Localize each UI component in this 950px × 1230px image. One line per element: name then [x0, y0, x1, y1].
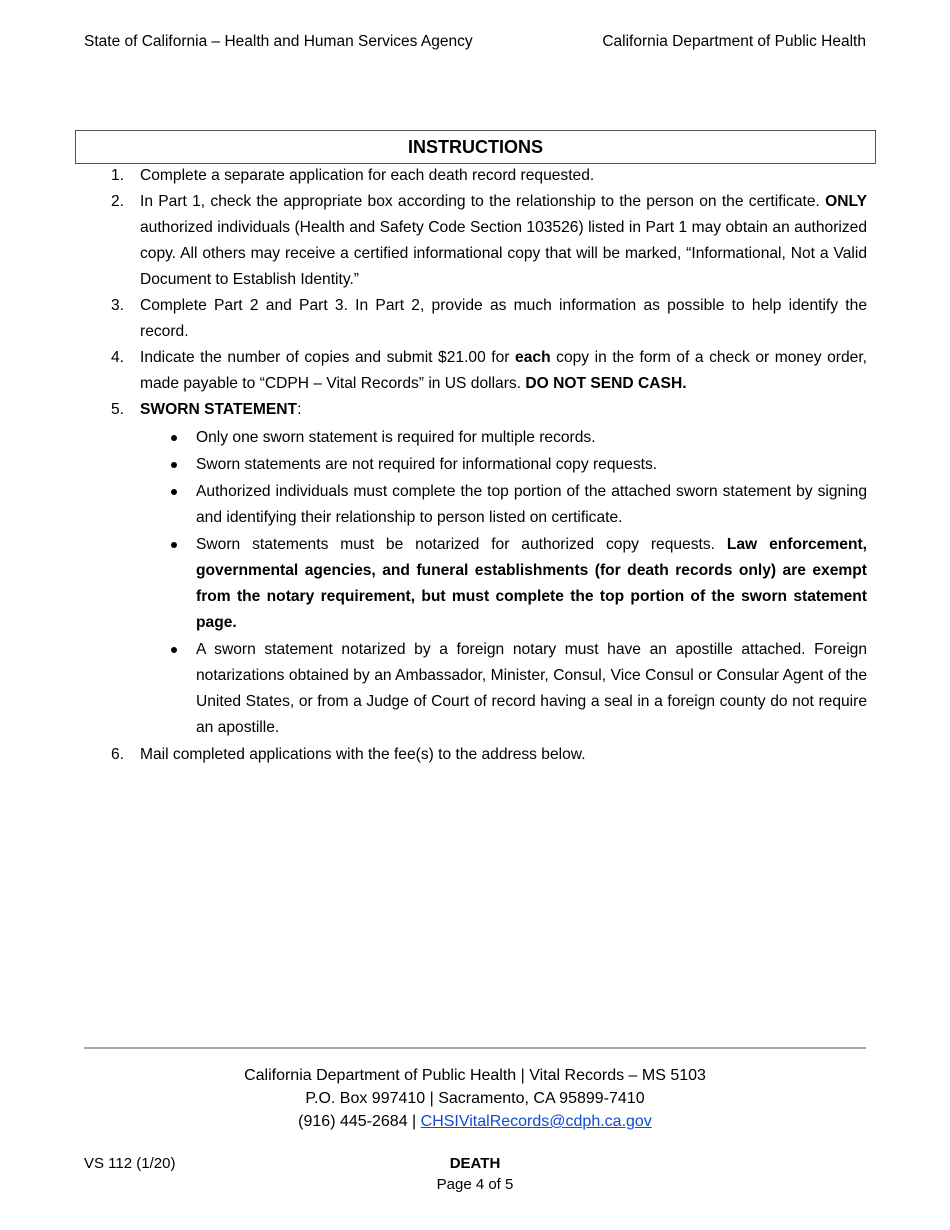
bullet-icon	[171, 435, 177, 441]
step-text: authorized individuals (Health and Safety Code Section 103526) listed in Part 1 may obtain an authorized copy. All others may receive a certified informational copy that will be marked, “Informational, Not a Valid Document to Establish Identity.”	[140, 219, 867, 288]
bullet-text: Sworn statements are not required for informational copy requests.	[196, 456, 658, 473]
bullet-text: Authorized individuals must complete the top portion of the attached sworn statement by signing and identifying their relationship to person listed on certificate.	[196, 483, 867, 526]
instructions-content	[111, 163, 867, 768]
step-text: Complete a separate application for each death record requested.	[140, 167, 595, 184]
step-number: 6.	[111, 746, 125, 763]
step-text-bold: ONLY	[825, 193, 867, 210]
bullet-item	[140, 452, 867, 478]
footer-phone: (916) 445-2684 |	[298, 1113, 421, 1130]
heading-colon: :	[297, 401, 302, 418]
bullet-item	[140, 479, 867, 531]
footer-line-1: California Department of Public Health | Vital Records – MS 5103	[244, 1067, 706, 1084]
step-text: In Part 1, check the appropriate box according to the relationship to the person on the certificate.	[140, 193, 826, 210]
step-number: 2.	[111, 193, 125, 210]
bullet-text-bold: Law enforcement, governmental agencies, and funeral establishments (for death records only) are exempt from the notary requirement, but must complete the top portion of the sworn statement page.	[196, 536, 867, 631]
header-department: California Department of Public Health	[602, 33, 866, 50]
step-text-bold: each	[515, 349, 551, 366]
form-type: DEATH	[449, 1155, 501, 1172]
step-3	[111, 293, 867, 345]
step-5	[111, 397, 867, 741]
bullet-text: Only one sworn statement is required for multiple records.	[196, 429, 596, 446]
step-6	[111, 742, 867, 768]
footer-line-2: P.O. Box 997410 | Sacramento, CA 95899-7410	[305, 1090, 645, 1107]
form-id: VS 112 (1/20)	[84, 1155, 176, 1172]
step-text-bold: DO NOT SEND CASH.	[525, 375, 687, 392]
bullet-icon	[171, 542, 177, 548]
bullet-item	[140, 637, 867, 741]
bullet-icon	[171, 462, 177, 468]
step-text: Mail completed applications with the fee(s) to the address below.	[140, 746, 586, 763]
step-number: 3.	[111, 297, 125, 314]
footer-address	[0, 1064, 950, 1133]
step-text: copy in the form of a check or money order, made payable to “CDPH – Vital Records” in US dollars.	[140, 349, 867, 392]
step-4	[111, 345, 867, 397]
bullet-text: Sworn statements must be notarized for authorized copy requests.	[196, 536, 727, 553]
bullet-item	[140, 532, 867, 636]
bullet-icon	[171, 647, 177, 653]
page-header	[84, 33, 866, 55]
sworn-statement-bullets	[140, 425, 867, 741]
footer-divider	[84, 1047, 866, 1049]
email-link[interactable]: CHSIVitalRecords@cdph.ca.gov	[420, 1113, 652, 1130]
step-number: 4.	[111, 349, 125, 366]
bullet-item	[140, 425, 867, 451]
instruction-steps	[111, 163, 867, 768]
bullet-icon	[171, 489, 177, 495]
step-text: Indicate the number of copies and submit $21.00 for	[140, 349, 516, 366]
step-1	[111, 163, 867, 189]
bullet-text: A sworn statement notarized by a foreign notary must have an apostille attached. Foreign notarizations obtained by an Ambassador, Minister, Consul, Vice Consul or Consular Agent of the United States, or from a Judge of Court of record having a seal in a foreign county do not require an apostille.	[196, 641, 867, 736]
instructions-title: INSTRUCTIONS	[75, 130, 876, 164]
header-agency: State of California – Health and Human Services Agency	[84, 33, 473, 50]
footer-line-3	[0, 1110, 950, 1133]
step-number: 5.	[111, 401, 125, 418]
page-number: Page 4 of 5	[436, 1176, 514, 1193]
step-2	[111, 189, 867, 293]
step-number: 1.	[111, 167, 125, 184]
sworn-statement-heading: SWORN STATEMENT	[140, 401, 298, 418]
step-text: Complete Part 2 and Part 3. In Part 2, provide as much information as possible to help identify the record.	[140, 297, 867, 340]
